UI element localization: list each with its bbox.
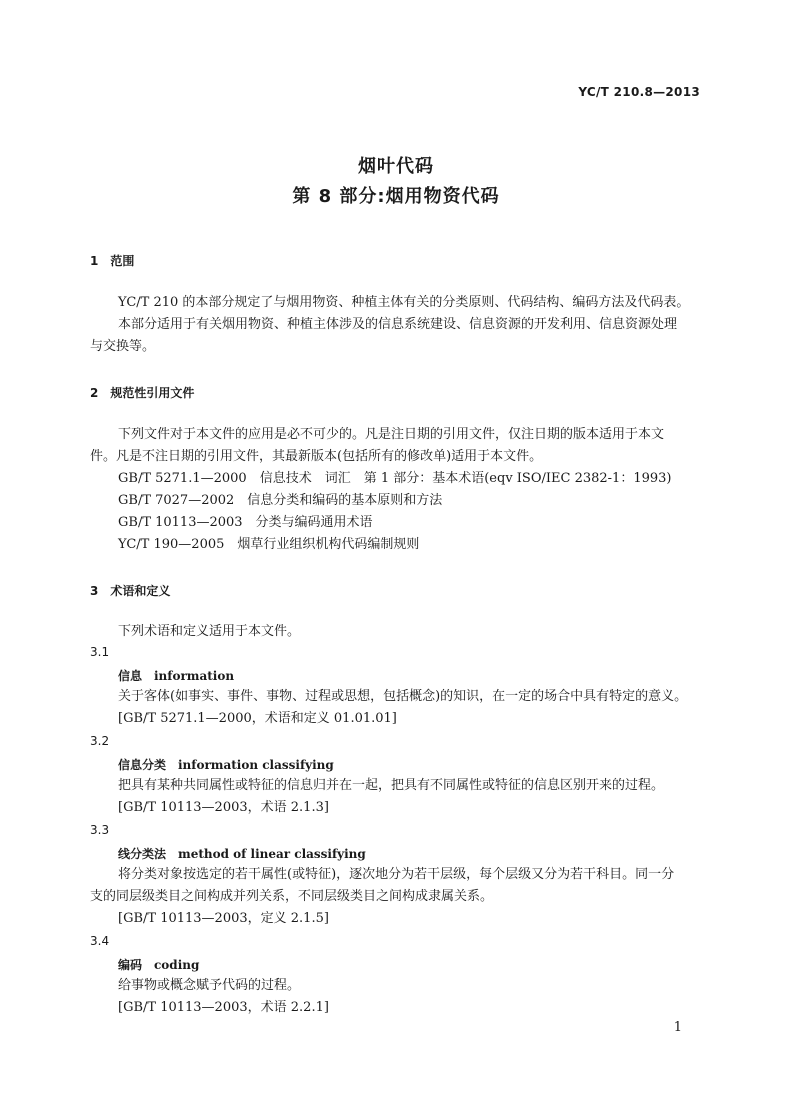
- section-2-paragraph-cont: 件。凡是不注日期的引用文件，其最新版本(包括所有的修改单)适用于本文件。: [90, 449, 543, 464]
- term-definition: 将分类对象按选定的若干属性(或特征)，逐次地分为若干层级，每个层级又分为若干科目。同一分: [118, 867, 675, 882]
- term-title: 信息分类 information classifying: [118, 758, 334, 772]
- standard-code-header: YC/T 210.8—2013: [578, 85, 700, 99]
- term-title: 编码 coding: [118, 958, 200, 972]
- section-1-heading: 1 范围: [90, 254, 135, 268]
- section-2-heading: 2 规范性引用文件: [90, 386, 195, 400]
- term-source: [GB/T 5271.1—2000，术语和定义 01.01.01]: [118, 711, 397, 726]
- term-title: 线分类法 method of linear classifying: [118, 847, 366, 861]
- term-number: 3.1: [90, 645, 110, 659]
- section-2-paragraph: 下列文件对于本文件的应用是必不可少的。凡是注日期的引用文件，仅注日期的版本适用于本文: [118, 427, 665, 442]
- section-3-intro: 下列术语和定义适用于本文件。: [118, 624, 301, 639]
- term-source: [GB/T 10113—2003，术语 2.1.3]: [118, 800, 329, 815]
- document-title: 烟叶代码: [358, 156, 434, 177]
- term-definition: 关于客体(如事实、事件、事物、过程或思想，包括概念)的知识，在一定的场合中具有特定的意义。: [118, 689, 688, 704]
- section-1-paragraph-1: YC/T 210 的本部分规定了与烟用物资、种植主体有关的分类原则、代码结构、编码方法及代码表。: [118, 295, 690, 310]
- term-definition: 给事物或概念赋予代码的过程。: [118, 978, 301, 993]
- normative-reference: GB/T 7027—2002 信息分类和编码的基本原则和方法: [118, 493, 443, 508]
- document-subtitle: 第 8 部分:烟用物资代码: [292, 186, 500, 207]
- term-number: 3.2: [90, 734, 110, 748]
- term-definition-cont: 支的同层级类目之间构成并列关系，不同层级类目之间构成隶属关系。: [90, 889, 494, 904]
- term-definition: 把具有某种共同属性或特征的信息归并在一起，把具有不同属性或特征的信息区别开来的过程。: [118, 778, 665, 793]
- term-source: [GB/T 10113—2003，术语 2.2.1]: [118, 1000, 329, 1015]
- term-number: 3.3: [90, 823, 110, 837]
- section-1-paragraph-2-cont: 与交换等。: [90, 339, 156, 354]
- section-1-paragraph-2: 本部分适用于有关烟用物资、种植主体涉及的信息系统建设、信息资源的开发利用、信息资源处理: [118, 317, 678, 332]
- term-number: 3.4: [90, 934, 110, 948]
- page-number: 1: [673, 1020, 682, 1035]
- normative-reference: GB/T 5271.1—2000 信息技术 词汇 第 1 部分：基本术语(eqv ISO/IEC 2382-1：1993): [118, 471, 672, 486]
- term-title: 信息 information: [118, 669, 235, 683]
- term-source: [GB/T 10113—2003，定义 2.1.5]: [118, 911, 329, 926]
- normative-reference: YC/T 190—2005 烟草行业组织机构代码编制规则: [118, 537, 420, 552]
- section-3-heading: 3 术语和定义: [90, 584, 171, 598]
- normative-reference: GB/T 10113—2003 分类与编码通用术语: [118, 515, 373, 530]
